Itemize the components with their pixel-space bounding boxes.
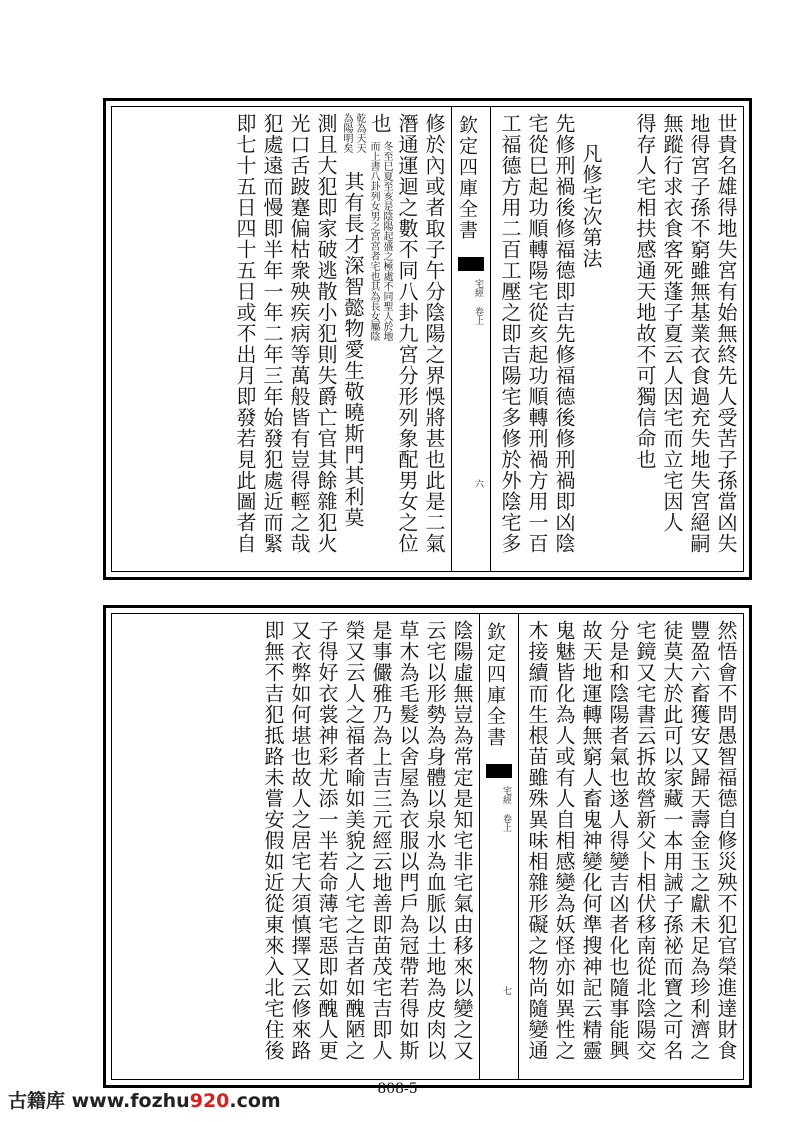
text-column: 修於內或者取子午分陰陽之界悞將甚也此是二氣 xyxy=(422,113,446,554)
volume-label: 卷上 xyxy=(501,814,511,832)
text-column: 無蹤行求衣食客死蓬子夏云人因宅而立宅因人 xyxy=(660,113,684,533)
annotation-right: 乾為天天 xyxy=(354,113,365,153)
section-heading: 凡修宅次第法 xyxy=(579,143,603,269)
watermark-digits: 920 xyxy=(189,1090,230,1112)
text-column: 犯處遠而慢即半年一年二年三年始發犯處近而緊 xyxy=(260,113,284,554)
text-column: 世貴名雄得地失宮有始無終先人受苦子孫當凶失 xyxy=(714,113,738,554)
top-page-panel xyxy=(103,98,752,580)
bottom-page-panel xyxy=(103,605,752,1088)
volume-label: 卷上 xyxy=(473,307,483,325)
text-column: 又衣弊如何堪也故人之居宅大須慎擇又云修來路 xyxy=(288,620,312,1061)
text-column: 地得宮子孫不窮雖無基業衣食過充失地失宮絕嗣 xyxy=(687,113,711,554)
text-column: 豐盈六畜獲安又歸天壽金玉之獻未足為珍利濟之 xyxy=(687,620,711,1061)
text-column: 故天地運轉無窮人畜鬼神變化何準搜神記云精靈 xyxy=(579,620,603,1061)
text-column: 得存人宅相扶感通天地故不可獨信命也 xyxy=(633,113,657,470)
text-column: 先修刑禍後修福德即吉先修福德後修刑禍即凶陰 xyxy=(552,113,576,554)
fish-tail-mark xyxy=(486,764,512,778)
text-column: 測且大犯即家破逃散小犯則失爵亡官其餘雜犯火 xyxy=(314,113,338,554)
annotation-column xyxy=(340,113,366,565)
text-column: 工福德方用二百工壓之即吉陽宅多修於外陰宅多 xyxy=(498,113,522,554)
annotation-left: 而上書八卦列女男之宮宮者宅也其為長女屬陰 xyxy=(368,141,379,341)
text-column: 榮又云人之福者喻如美貌之人宅之吉者如醜陋之 xyxy=(342,620,366,1061)
text-column: 然悟會不問愚智福德自修災殃不犯官榮進達財食 xyxy=(714,620,738,1061)
book-name: 宅經 xyxy=(473,279,483,297)
text-column: 是事儼雅乃為上吉三元經云地善即苗茂宅吉即人 xyxy=(369,620,393,1061)
annotation-right: 冬至巳夏至亥是陰陽起盛之極處不同聖人於地 xyxy=(381,141,392,341)
text-column: 即七十五日四十五日或不出月即發若見此圖者自 xyxy=(233,113,257,554)
leaf-number: 六 xyxy=(473,479,483,488)
center-gutter xyxy=(479,614,519,1079)
top-page-frame xyxy=(111,106,744,572)
text-column: 鬼魅皆化為人或有人自相感變為妖怪亦如異性之 xyxy=(552,620,576,1061)
text-column: 宅從巳起功順轉陽宅從亥起功順轉刑禍方用一百 xyxy=(525,113,549,554)
text-column: 草木為毛髮以舍屋為衣服以門戶為冠帶若得如斯 xyxy=(396,620,420,1061)
text-column: 潛通運迴之數不同八卦九宮分形列象配男女之位 xyxy=(395,113,419,554)
text-column: 木接續而生根苗雖殊異味相雜形礙之物尚隨變通 xyxy=(525,620,549,1061)
text-column: 其有長才深智懿物愛生敬曉斯門其利莫 xyxy=(341,171,365,528)
text-column: 即無不吉犯抵路未嘗安假如近從東來入北宅住後 xyxy=(261,620,285,1061)
site-watermark xyxy=(8,1086,281,1113)
text-column: 徒莫大於此可以家藏一本用誡子孫祕而寶之可名 xyxy=(660,620,684,1061)
annotation-column xyxy=(367,113,393,565)
text-column: 子得好衣裳神彩尤添一半若命薄宅惡即如醜人更 xyxy=(315,620,339,1061)
text-column: 分是和陰陽者氣也遂人得變吉凶者化也隨事能興 xyxy=(606,620,630,1061)
page-number: 808-5 xyxy=(377,1081,418,1097)
text-column: 宅鏡又宅書云拆故營新父卜相伏移南從北陰陽交 xyxy=(633,620,657,1061)
annotation-left: 為陽明矣 xyxy=(341,113,352,153)
text-column: 光口舌跛蹇偏枯衆殃疾病等萬般皆有豈得輕之哉 xyxy=(287,113,311,554)
watermark-suffix: .com xyxy=(229,1090,281,1112)
book-name: 宅經 xyxy=(501,786,511,804)
book-title: 欽定四庫全書 xyxy=(456,115,478,241)
book-title: 欽定四庫全書 xyxy=(484,622,506,748)
text-column: 陰陽虛無豈為常定是知宅非宅氣由移來以變之又 xyxy=(450,620,474,1061)
leaf-number: 七 xyxy=(501,986,511,995)
main-char: 也 xyxy=(368,113,392,134)
fish-tail-mark xyxy=(458,257,484,271)
watermark-prefix: 古籍库 www.fozhu xyxy=(8,1090,190,1112)
text-column: 云宅以形勢為身體以泉水為血脈以土地為皮肉以 xyxy=(423,620,447,1061)
center-gutter xyxy=(451,107,491,571)
bottom-page-frame xyxy=(111,613,744,1080)
